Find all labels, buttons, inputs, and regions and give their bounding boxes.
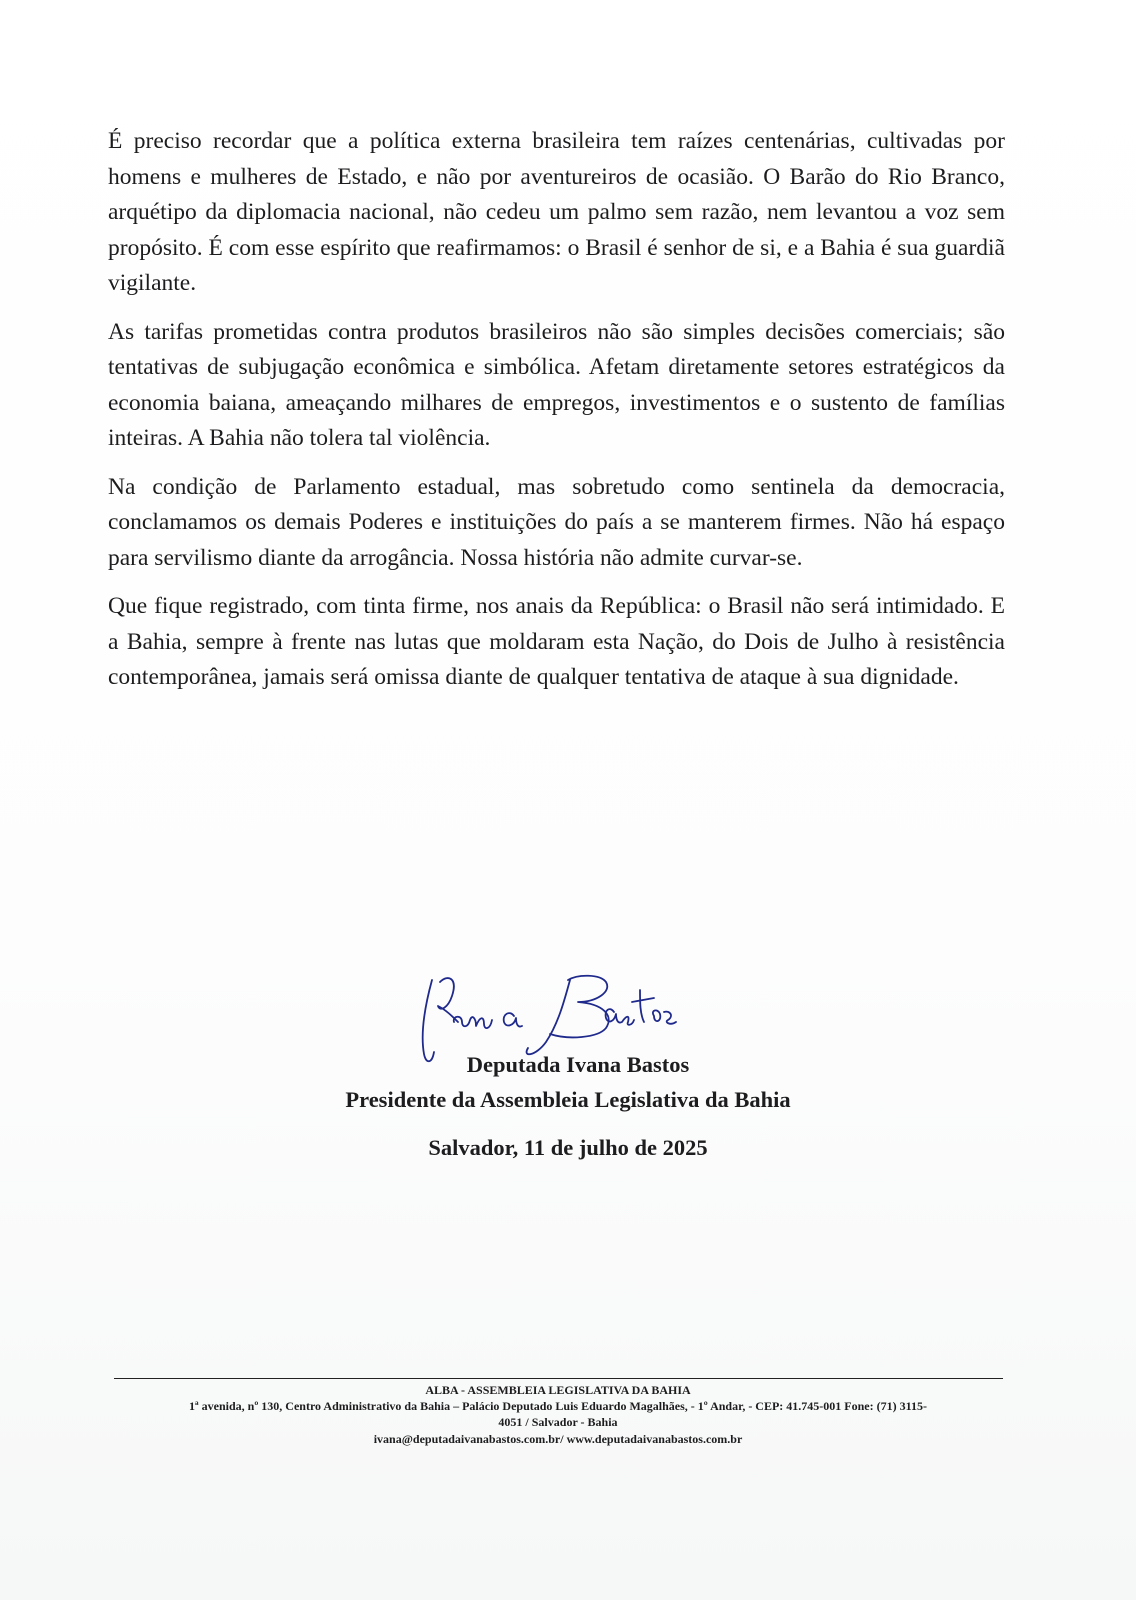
- footer-divider: [114, 1378, 1003, 1379]
- place-date: Salvador, 11 de julho de 2025: [428, 1135, 708, 1160]
- signatory-title: Presidente da Assembleia Legislativa da Bahia: [345, 1087, 791, 1112]
- paragraph-2: As tarifas prometidas contra produtos brasileiros não são simples decisões comerciais; são tentativas de subjugação econômica e simbólica. Afetam diretamente setores estratégicos da economia baiana, ameaçando milhares de empregos, investimentos e o sustento de famílias inteiras. A Bahia não tolera tal violência.: [108, 318, 1005, 451]
- letter-body: [108, 124, 1005, 709]
- footer-address-line-2: 4051 / Salvador - Bahia: [498, 1415, 618, 1429]
- paragraph-1: É preciso recordar que a política externa brasileira tem raízes centenárias, cultivadas por homens e mulheres de Estado, e não por aventureiros de ocasião. O Barão do Rio Branco, arquétipo da diplomacia nacional, não cedeu um palmo sem razão, nem levantou a voz sem propósito. É com esse espírito que reafirmamos: o Brasil é senhor de si, e a Bahia é sua guardiã vigilante.: [108, 128, 1005, 296]
- footer-address: [110, 1398, 1006, 1430]
- paragraph-3: Na condição de Parlamento estadual, mas sobretudo como sentinela da democracia, conclamamos os demais Poderes e instituições do país a se manterem firmes. Não há espaço para servilismo diante da arrogância. Nossa história não admite curvar-se.: [108, 473, 1005, 571]
- footer-organization: ALBA - ASSEMBLEIA LEGISLATIVA DA BAHIA: [425, 1383, 691, 1397]
- signatory-name: Deputada Ivana Bastos: [466, 1052, 690, 1077]
- footer-address-line-1: 1ª avenida, nº 130, Centro Administrativo da Bahia – Palácio Deputado Luis Eduardo Magalhães, - 1º Andar, - CEP: 41.745-001 Fone: (71) 3115-: [189, 1399, 927, 1413]
- paragraph-4: Que fique registrado, com tinta firme, nos anais da República: o Brasil não será intimidado. E a Bahia, sempre à frente nas lutas que moldaram esta Nação, do Dois de Julho à resistência contemporânea, jamais será omissa diante de qualquer tentativa de ataque à sua dignidade.: [108, 593, 1005, 690]
- footer-contact: ivana@deputadaivanabastos.com.br/ www.deputadaivanabastos.com.br: [373, 1432, 743, 1446]
